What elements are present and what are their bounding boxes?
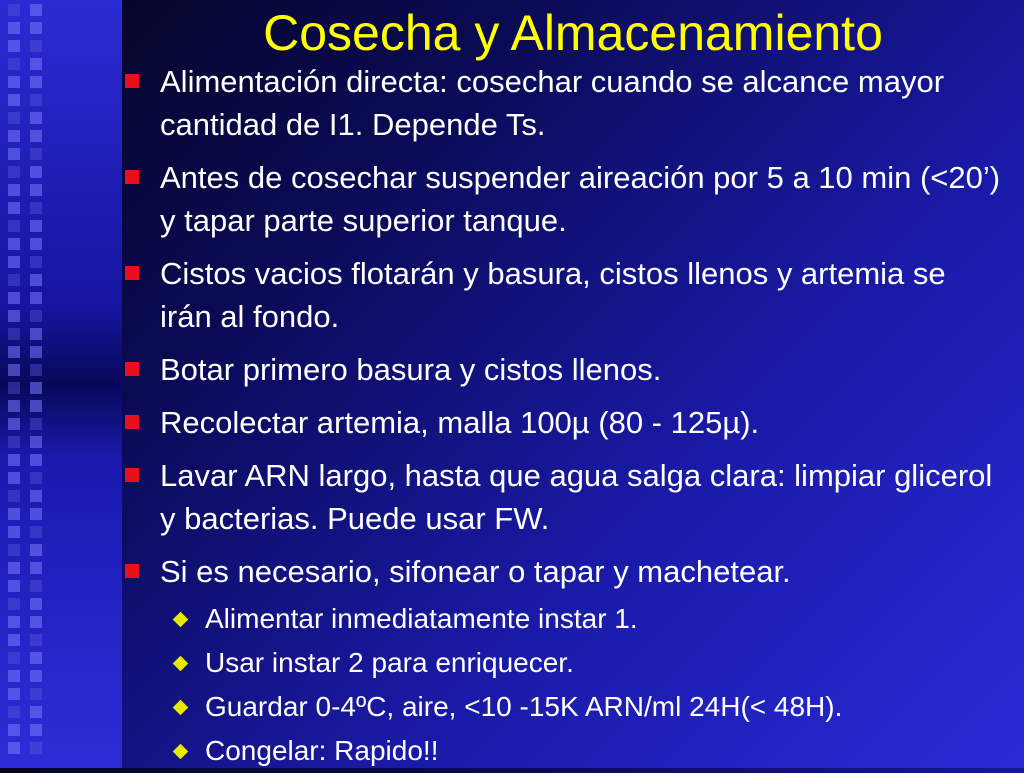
bullet-text: Alimentación directa: cosechar cuando se alcance mayor cantidad de I1. Depende Ts.	[160, 64, 945, 142]
bullet-text: Lavar ARN largo, hasta que agua salga clara: limpiar glicerol y bacterias. Puede usar FW.	[160, 458, 993, 536]
decorative-square	[8, 706, 20, 718]
decorative-square	[8, 616, 20, 628]
decorative-square	[8, 652, 20, 664]
decorative-square	[30, 382, 42, 394]
decorative-square	[30, 4, 42, 16]
sub-bullet-text: Congelar: Rapido!!	[205, 735, 439, 766]
decorative-square	[8, 40, 20, 52]
decorative-square	[30, 526, 42, 538]
decorative-square	[8, 436, 20, 448]
bullet-item	[122, 252, 1002, 338]
decorative-square	[8, 598, 20, 610]
decorative-square	[30, 616, 42, 628]
bullet-text: Botar primero basura y cistos llenos.	[160, 352, 662, 387]
decorative-square	[8, 328, 20, 340]
sub-bullet-list	[122, 597, 1002, 773]
decorative-squares	[30, 4, 42, 754]
decorative-square	[8, 400, 20, 412]
decorative-square	[8, 526, 20, 538]
decorative-square	[8, 184, 20, 196]
decorative-square	[8, 418, 20, 430]
decorative-square	[8, 670, 20, 682]
decorative-square	[30, 670, 42, 682]
decorative-side-strip	[0, 0, 122, 768]
bullet-item	[122, 156, 1002, 242]
decorative-square	[8, 166, 20, 178]
decorative-square	[30, 706, 42, 718]
decorative-square	[8, 256, 20, 268]
decorative-square	[8, 22, 20, 34]
decorative-square	[30, 724, 42, 736]
decorative-square	[30, 688, 42, 700]
decorative-square	[30, 400, 42, 412]
decorative-square	[8, 364, 20, 376]
decorative-square	[30, 274, 42, 286]
decorative-square	[8, 562, 20, 574]
decorative-square	[8, 238, 20, 250]
bullet-text: Recolectar artemia, malla 100µ (80 - 125µ).	[160, 405, 760, 440]
decorative-square	[30, 310, 42, 322]
yellow-diamond-bullet-icon	[173, 744, 189, 760]
decorative-square	[8, 724, 20, 736]
decorative-square	[30, 94, 42, 106]
bullet-text: Si es necesario, sifonear o tapar y machetear.	[160, 554, 791, 589]
decorative-square	[8, 112, 20, 124]
decorative-square	[8, 292, 20, 304]
decorative-square	[8, 94, 20, 106]
decorative-square	[30, 562, 42, 574]
bullet-item	[122, 348, 1002, 391]
decorative-square	[30, 364, 42, 376]
decorative-square	[30, 22, 42, 34]
sub-bullet-item	[122, 641, 1002, 685]
decorative-square	[8, 544, 20, 556]
decorative-square	[30, 202, 42, 214]
decorative-square	[30, 544, 42, 556]
decorative-square	[8, 454, 20, 466]
red-square-bullet-icon	[125, 468, 139, 482]
decorative-square	[30, 292, 42, 304]
decorative-square	[8, 310, 20, 322]
decorative-square	[8, 76, 20, 88]
decorative-square	[30, 166, 42, 178]
bullet-list	[122, 60, 1002, 593]
decorative-square	[8, 130, 20, 142]
slide-title: Cosecha y Almacenamiento	[263, 5, 883, 61]
decorative-square	[30, 652, 42, 664]
decorative-square	[30, 220, 42, 232]
red-square-bullet-icon	[125, 170, 139, 184]
decorative-square	[8, 274, 20, 286]
decorative-square	[8, 4, 20, 16]
decorative-square	[8, 490, 20, 502]
decorative-square	[30, 490, 42, 502]
sub-bullet-item	[122, 729, 1002, 773]
red-square-bullet-icon	[125, 415, 139, 429]
decorative-square	[30, 328, 42, 340]
yellow-diamond-bullet-icon	[173, 700, 189, 716]
decorative-square	[30, 256, 42, 268]
decorative-squares	[8, 4, 20, 754]
bullet-text: Antes de cosechar suspender aireación por 5 a 10 min (<20’) y tapar parte superior tanque.	[160, 160, 1001, 238]
sub-bullet-text: Guardar 0-4ºC, aire, <10 -15K ARN/ml 24H(< 48H).	[205, 691, 843, 722]
decorative-square	[8, 472, 20, 484]
yellow-diamond-bullet-icon	[173, 612, 189, 628]
bullet-item	[122, 454, 1002, 540]
bullet-item	[122, 60, 1002, 146]
red-square-bullet-icon	[125, 362, 139, 376]
decorative-square	[30, 742, 42, 754]
decorative-square	[30, 634, 42, 646]
red-square-bullet-icon	[125, 74, 139, 88]
decorative-square	[30, 598, 42, 610]
decorative-square	[30, 76, 42, 88]
decorative-square	[8, 220, 20, 232]
decorative-square	[8, 382, 20, 394]
decorative-square	[8, 742, 20, 754]
decorative-square	[8, 202, 20, 214]
decorative-square	[30, 508, 42, 520]
sub-bullet-item	[122, 597, 1002, 641]
decorative-square	[30, 418, 42, 430]
decorative-square	[8, 580, 20, 592]
decorative-square	[30, 238, 42, 250]
decorative-square	[30, 346, 42, 358]
decorative-square	[8, 508, 20, 520]
red-square-bullet-icon	[125, 266, 139, 280]
yellow-diamond-bullet-icon	[173, 656, 189, 672]
decorative-square	[30, 454, 42, 466]
decorative-square	[30, 436, 42, 448]
decorative-square	[30, 112, 42, 124]
decorative-square	[30, 58, 42, 70]
sub-bullet-item	[122, 685, 1002, 729]
decorative-square	[8, 688, 20, 700]
sub-bullet-text: Usar instar 2 para enriquecer.	[205, 647, 574, 678]
bullet-item	[122, 550, 1002, 593]
decorative-square	[8, 148, 20, 160]
decorative-square	[8, 346, 20, 358]
decorative-square	[30, 130, 42, 142]
red-square-bullet-icon	[125, 564, 139, 578]
decorative-square	[8, 634, 20, 646]
bullet-item	[122, 401, 1002, 444]
decorative-square	[30, 148, 42, 160]
sub-bullet-text: Alimentar inmediatamente instar 1.	[205, 603, 638, 634]
decorative-square	[30, 184, 42, 196]
slide-content	[122, 60, 1002, 773]
decorative-square	[30, 40, 42, 52]
decorative-square	[8, 58, 20, 70]
decorative-square	[30, 580, 42, 592]
bullet-text: Cistos vacios flotarán y basura, cistos llenos y artemia se irán al fondo.	[160, 256, 946, 334]
decorative-square	[30, 472, 42, 484]
